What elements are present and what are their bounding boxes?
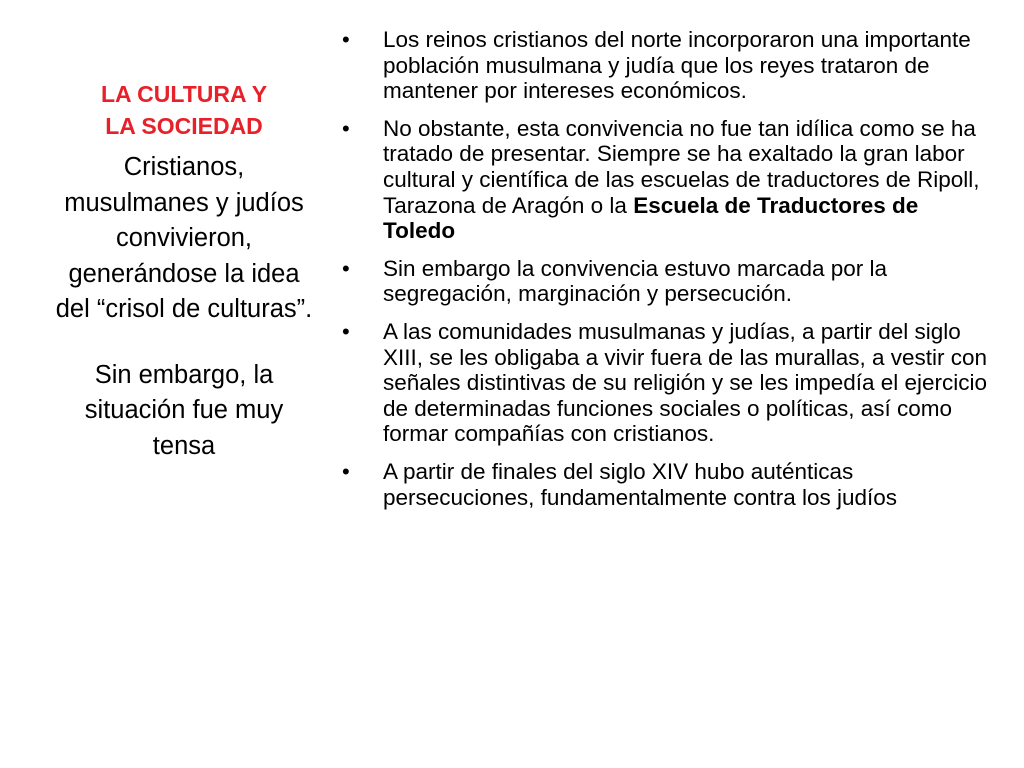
bullet-marker: • — [342, 318, 350, 344]
bullet-item — [340, 256, 990, 307]
bullet-text: Sin embargo la convivencia estuvo marcada por la segregación, marginación y persecución. — [383, 255, 888, 307]
bullet-text: Los reinos cristianos del norte incorporaron una importante población musulmana y judía que los reyes trataron de mantener por intereses económicos. — [383, 27, 971, 104]
bullet-marker: • — [342, 27, 350, 52]
right-column — [340, 27, 990, 522]
conclusion-paragraph: Sin embargo, la situación fue muy tensa — [84, 360, 284, 460]
intro-paragraph: Cristianos, musulmanes y judíos convivieron, generándose la idea del “crisol de culturas”. — [55, 153, 313, 323]
bullet-marker: • — [342, 255, 350, 281]
bullet-item — [340, 459, 990, 510]
bullet-text: A las comunidades musulmanas y judías, a partir del siglo XIII, se les obligaba a vivir fuera de las murallas, a vestir con señales distintivas de su religión y se les impedía el ejercicio de determinadas funciones sociales o políticas, así como formar compañías con cristianos. — [383, 318, 988, 447]
bullet-text: A partir de finales del siglo XIV hubo auténticas persecuciones, fundamentalmente contra los judíos — [383, 458, 898, 510]
title-line-2: LA SOCIEDAD — [105, 113, 263, 139]
bullet-marker: • — [342, 458, 350, 484]
bullet-list — [340, 27, 990, 510]
left-column — [54, 78, 314, 464]
bullet-item — [340, 27, 990, 104]
bullet-text: No obstante, esta convivencia no fue tan idílica como se ha tratado de presentar. Siempre se ha exaltado la gran labor cultural y científica de las escuelas de traductores de Ripoll, Tarazona de Aragón o la — [383, 115, 980, 218]
slide-title — [54, 78, 314, 142]
bullet-item — [340, 116, 990, 244]
bullet-item — [340, 319, 990, 447]
bullet-bold-text: Escuela de Traductores de Toledo — [383, 192, 919, 244]
title-line-1: LA CULTURA Y — [100, 81, 268, 107]
bullet-marker: • — [342, 115, 350, 141]
